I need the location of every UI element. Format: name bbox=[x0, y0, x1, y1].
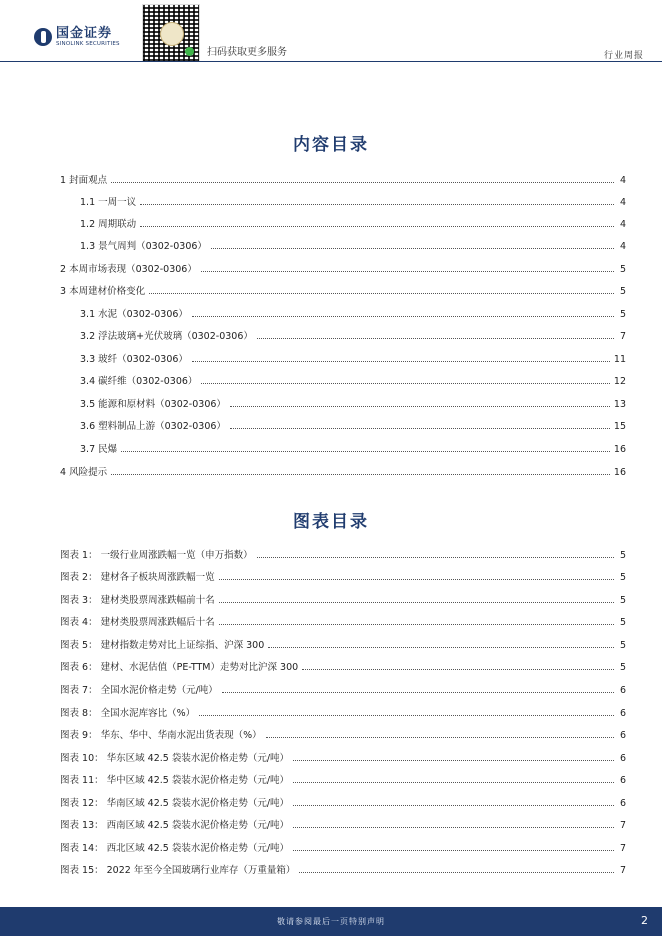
figure-row[interactable] bbox=[60, 862, 626, 876]
figure-label: 图表 2： 建材各子板块周涨跌幅一览 bbox=[60, 572, 215, 583]
figure-label: 图表 7： 全国水泥价格走势（元/吨） bbox=[60, 685, 218, 696]
toc-label: 4 风险提示 bbox=[60, 467, 108, 478]
toc-leader bbox=[219, 602, 614, 603]
toc-leader bbox=[293, 805, 614, 806]
toc-leader bbox=[149, 293, 614, 294]
figure-row[interactable] bbox=[60, 705, 626, 719]
toc-label: 3 本周建材价格变化 bbox=[60, 286, 146, 297]
toc-leader bbox=[299, 872, 614, 873]
toc-leader bbox=[293, 760, 614, 761]
toc-row[interactable] bbox=[80, 216, 626, 230]
toc-leader bbox=[111, 182, 614, 183]
toc-leader bbox=[266, 737, 614, 738]
toc-leader bbox=[211, 248, 614, 249]
footer-disclaimer: 敬请参阅最后一页特别声明 bbox=[277, 917, 385, 926]
toc-page: 16 bbox=[613, 444, 626, 455]
page-header bbox=[0, 0, 662, 62]
document-type: 行业周报 bbox=[603, 51, 644, 61]
figure-label: 图表 3： 建材类股票周涨跌幅前十名 bbox=[60, 595, 215, 606]
figure-label: 图表 6： 建材、水泥估值（PE-TTM）走势对比沪深 300 bbox=[60, 662, 299, 673]
figure-page: 6 bbox=[619, 798, 626, 809]
toc-leader bbox=[222, 692, 614, 693]
figure-row[interactable] bbox=[60, 727, 626, 741]
toc-leader bbox=[257, 338, 614, 339]
logo-mark-icon bbox=[34, 28, 52, 46]
toc-leader bbox=[293, 850, 614, 851]
toc-label: 3.6 塑料制品上游（0302-0306） bbox=[80, 421, 226, 432]
toc-page: 13 bbox=[613, 399, 626, 410]
toc-page: 4 bbox=[619, 175, 626, 186]
figure-page: 6 bbox=[619, 775, 626, 786]
toc-leader bbox=[219, 579, 614, 580]
toc-leader bbox=[201, 383, 609, 384]
figure-label: 图表 1： 一级行业周涨跌幅一览（申万指数） bbox=[60, 550, 253, 561]
toc-label: 3.5 能源和原材料（0302-0306） bbox=[80, 399, 226, 410]
page-footer bbox=[0, 907, 662, 936]
toc-label: 2 本周市场表现（0302-0306） bbox=[60, 264, 197, 275]
toc-leader bbox=[111, 474, 610, 475]
toc-label: 3.1 水泥（0302-0306） bbox=[80, 309, 188, 320]
toc-leader bbox=[293, 782, 614, 783]
logo-english-name: SINOLINK SECURITIES bbox=[56, 41, 120, 47]
toc-leader bbox=[257, 557, 614, 558]
toc-leader bbox=[201, 271, 614, 272]
figure-page: 7 bbox=[619, 843, 626, 854]
toc-page: 12 bbox=[613, 376, 626, 387]
toc-row[interactable] bbox=[60, 464, 626, 478]
figure-page: 7 bbox=[619, 820, 626, 831]
figure-label: 图表 8： 全国水泥库容比（%） bbox=[60, 708, 196, 719]
figure-row[interactable] bbox=[60, 840, 626, 854]
figure-row[interactable] bbox=[60, 750, 626, 764]
toc-label: 3.3 玻纤（0302-0306） bbox=[80, 354, 188, 365]
figure-row[interactable] bbox=[60, 682, 626, 696]
toc-leader bbox=[302, 669, 614, 670]
figure-row[interactable] bbox=[60, 817, 626, 831]
figure-label: 图表 15： 2022 年至今全国玻璃行业库存（万重量箱） bbox=[60, 865, 296, 876]
toc-row[interactable] bbox=[80, 441, 626, 455]
toc-row[interactable] bbox=[80, 373, 626, 387]
figure-page: 5 bbox=[619, 617, 626, 628]
toc-label: 1.1 一周一议 bbox=[80, 197, 137, 208]
toc-leader bbox=[230, 406, 610, 407]
toc-row[interactable] bbox=[80, 194, 626, 208]
figure-row[interactable] bbox=[60, 772, 626, 786]
figure-label: 图表 14： 西北区域 42.5 袋装水泥价格走势（元/吨） bbox=[60, 843, 290, 854]
figure-label: 图表 5： 建材指数走势对比上证综指、沪深 300 bbox=[60, 640, 265, 651]
toc-leader bbox=[199, 715, 614, 716]
figure-page: 6 bbox=[619, 708, 626, 719]
toc-leader bbox=[192, 316, 614, 317]
toc-page: 16 bbox=[613, 467, 626, 478]
toc-row[interactable] bbox=[80, 306, 626, 320]
toc-row[interactable] bbox=[60, 172, 626, 186]
toc-row[interactable] bbox=[60, 283, 626, 297]
toc-page: 15 bbox=[613, 421, 626, 432]
toc-row[interactable] bbox=[80, 328, 626, 342]
figure-row[interactable] bbox=[60, 569, 626, 583]
toc-leader bbox=[293, 827, 614, 828]
toc-page: 5 bbox=[619, 286, 626, 297]
figure-page: 7 bbox=[619, 865, 626, 876]
figure-label: 图表 13： 西南区域 42.5 袋装水泥价格走势（元/吨） bbox=[60, 820, 290, 831]
toc-row[interactable] bbox=[60, 261, 626, 275]
toc-label: 3.2 浮法玻璃+光伏玻璃（0302-0306） bbox=[80, 331, 253, 342]
toc-leader bbox=[219, 624, 614, 625]
header-divider bbox=[0, 61, 662, 62]
figure-row[interactable] bbox=[60, 592, 626, 606]
figures-title: 图表目录 bbox=[293, 512, 369, 532]
toc-leader bbox=[268, 647, 614, 648]
figure-row[interactable] bbox=[60, 614, 626, 628]
contents-title: 内容目录 bbox=[293, 135, 369, 155]
toc-label: 1.3 景气周判（0302-0306） bbox=[80, 241, 207, 252]
figure-label: 图表 12： 华南区域 42.5 袋装水泥价格走势（元/吨） bbox=[60, 798, 290, 809]
logo-chinese-name: 国金证券 bbox=[56, 26, 113, 41]
toc-label: 3.7 民爆 bbox=[80, 444, 118, 455]
toc-page: 5 bbox=[619, 309, 626, 320]
toc-page: 4 bbox=[619, 241, 626, 252]
qr-code-icon[interactable] bbox=[142, 4, 200, 62]
toc-leader bbox=[140, 226, 614, 227]
toc-page: 11 bbox=[613, 354, 626, 365]
toc-page: 7 bbox=[619, 331, 626, 342]
toc-leader bbox=[230, 428, 610, 429]
toc-row[interactable] bbox=[80, 396, 626, 410]
toc-row[interactable] bbox=[80, 351, 626, 365]
page-number: 2 bbox=[641, 914, 648, 927]
figure-page: 5 bbox=[619, 640, 626, 651]
figure-row[interactable] bbox=[60, 795, 626, 809]
figure-label: 图表 11： 华中区域 42.5 袋装水泥价格走势（元/吨） bbox=[60, 775, 290, 786]
company-logo bbox=[34, 27, 120, 48]
scan-hint: 扫码获取更多服务 bbox=[207, 47, 287, 58]
toc-label: 1.2 周期联动 bbox=[80, 219, 137, 230]
qr-seal-icon bbox=[160, 22, 184, 46]
figure-page: 6 bbox=[619, 685, 626, 696]
figure-row[interactable] bbox=[60, 547, 626, 561]
toc-label: 1 封面观点 bbox=[60, 175, 108, 186]
toc-row[interactable] bbox=[80, 238, 626, 252]
figure-page: 6 bbox=[619, 753, 626, 764]
figure-row[interactable] bbox=[60, 659, 626, 673]
figure-label: 图表 4： 建材类股票周涨跌幅后十名 bbox=[60, 617, 215, 628]
toc-row[interactable] bbox=[80, 418, 626, 432]
toc-page: 4 bbox=[619, 219, 626, 230]
figure-page: 5 bbox=[619, 572, 626, 583]
figure-page: 5 bbox=[619, 550, 626, 561]
toc-leader bbox=[121, 451, 610, 452]
figure-label: 图表 10： 华东区域 42.5 袋装水泥价格走势（元/吨） bbox=[60, 753, 290, 764]
figure-page: 5 bbox=[619, 595, 626, 606]
qr-badge-icon bbox=[185, 47, 194, 56]
figure-row[interactable] bbox=[60, 637, 626, 651]
toc-label: 3.4 碳纤维（0302-0306） bbox=[80, 376, 198, 387]
figure-label: 图表 9： 华东、华中、华南水泥出货表现（%） bbox=[60, 730, 262, 741]
toc-leader bbox=[192, 361, 610, 362]
toc-page: 4 bbox=[619, 197, 626, 208]
figure-page: 5 bbox=[619, 662, 626, 673]
figure-page: 6 bbox=[619, 730, 626, 741]
toc-page: 5 bbox=[619, 264, 626, 275]
toc-leader bbox=[140, 204, 614, 205]
